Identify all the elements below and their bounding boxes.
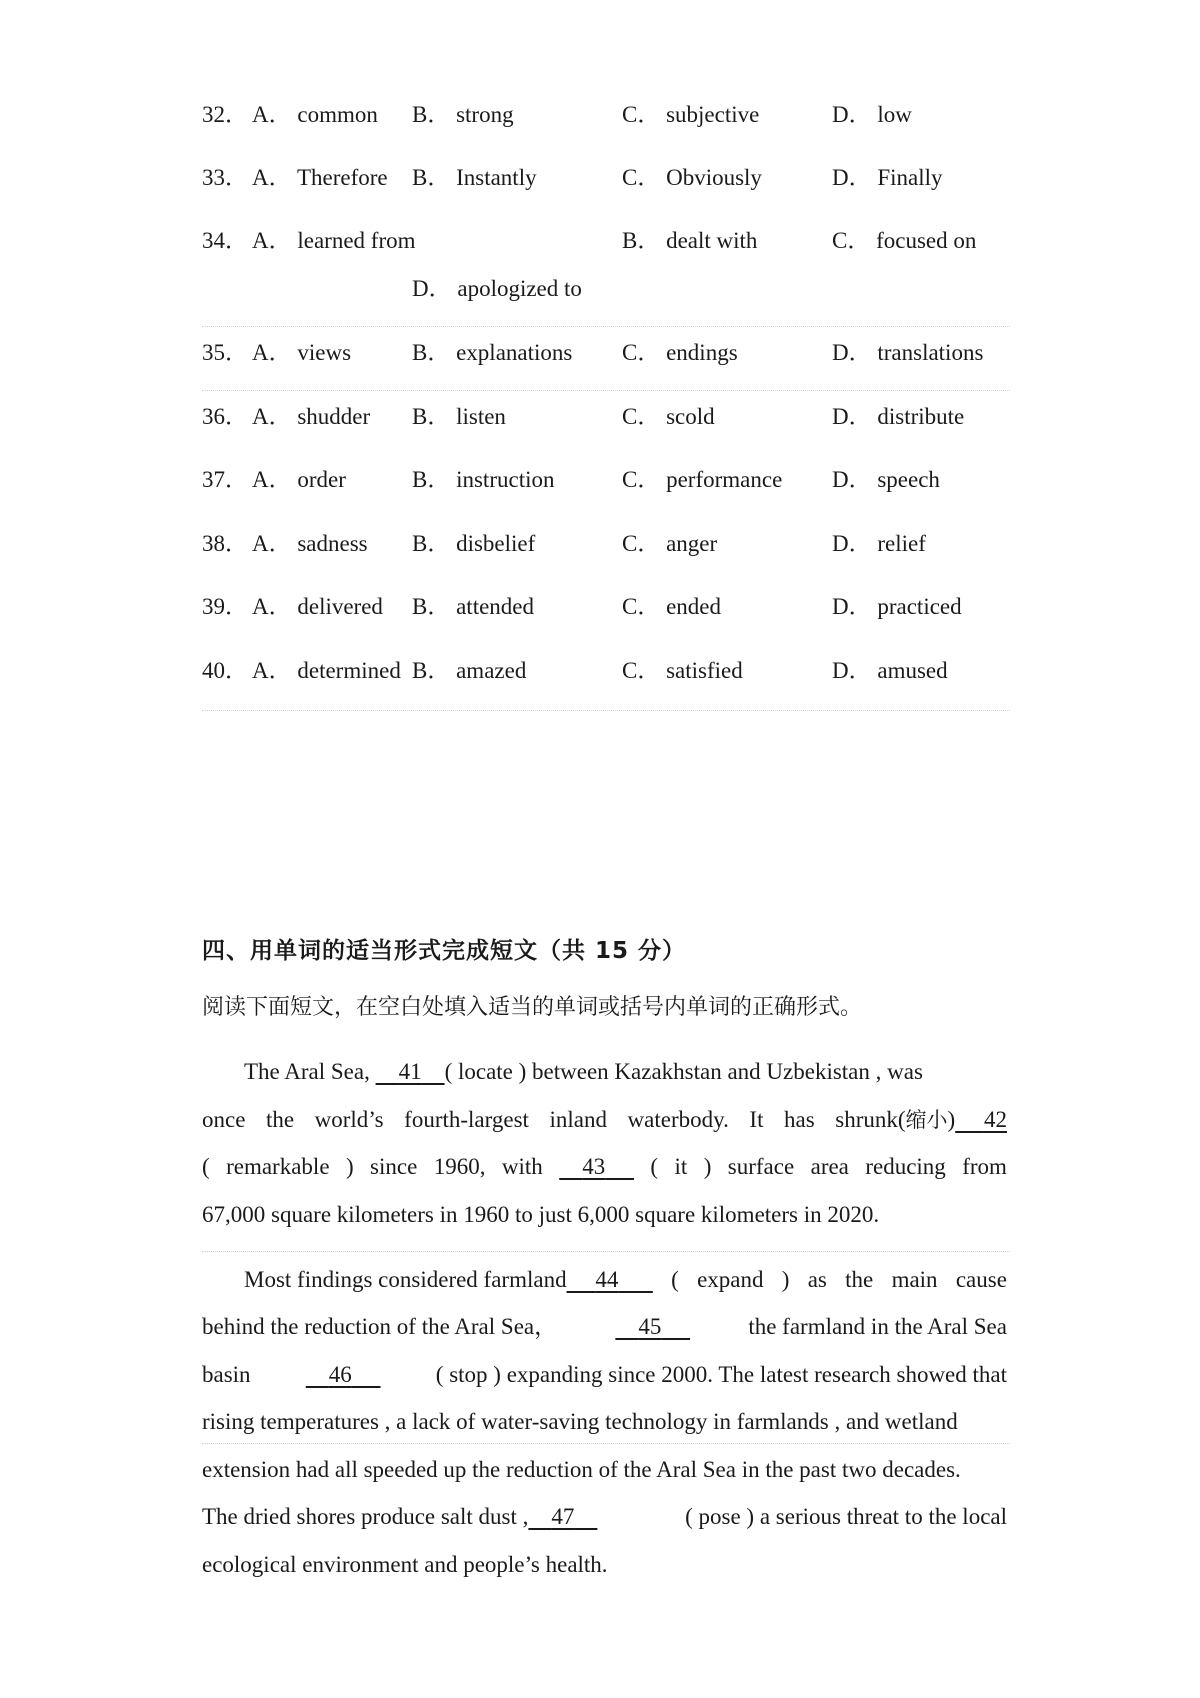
- option-d: D． relief: [832, 531, 926, 556]
- option-d: D． amused: [832, 658, 948, 683]
- option-b: B． disbelief: [412, 531, 536, 556]
- option-d: D． low: [832, 102, 912, 127]
- word: it: [674, 1154, 688, 1179]
- passage-line-6: [202, 1307, 1007, 1347]
- passage-line-5: [202, 1260, 1007, 1300]
- question-number: 40．: [202, 658, 248, 683]
- option-c: C． endings: [622, 340, 738, 365]
- question-row-35: [202, 333, 1010, 373]
- section-heading: 四、用单词的适当形式完成短文（共 15 分）: [202, 938, 687, 964]
- option-b: B． amazed: [412, 658, 527, 683]
- option-a: A． learned from: [252, 228, 416, 253]
- text: The Aral Sea,: [244, 1059, 376, 1084]
- answer-blank-47[interactable]: [528, 1497, 597, 1537]
- word: shrunk(: [835, 1107, 906, 1132]
- word: with: [501, 1154, 543, 1179]
- option-b: B． strong: [412, 102, 514, 127]
- text: behind the reduction of the Aral Sea，: [202, 1314, 558, 1339]
- option-c: C． subjective: [622, 102, 760, 127]
- word: from: [962, 1154, 1007, 1179]
- word: (: [202, 1154, 210, 1179]
- option-d: D． distribute: [832, 404, 965, 429]
- section-instruction: 阅读下面短文，在空白处填入适当的单词或括号内单词的正确形式。: [202, 995, 863, 1020]
- passage-line-11: ecological environment and people’s health.: [202, 1552, 608, 1577]
- option-a: A． determined: [252, 658, 401, 683]
- option-c: C． anger: [622, 531, 718, 556]
- answer-blank-42[interactable]: [955, 1100, 1007, 1140]
- option-d: D． speech: [832, 467, 940, 492]
- text: ( pose ) a serious threat to the local: [685, 1504, 1007, 1529]
- word: ): [703, 1154, 712, 1179]
- text: the farmland in the Aral Sea: [748, 1314, 1007, 1339]
- answer-blank-41[interactable]: [376, 1052, 445, 1092]
- word: as: [807, 1267, 827, 1292]
- blank-number: 44: [595, 1267, 619, 1292]
- question-row-33: [202, 158, 1010, 198]
- option-c: C． scold: [622, 404, 715, 429]
- word: inland: [549, 1107, 607, 1132]
- blank-number: 45: [638, 1314, 662, 1339]
- text: ( locate ) between Kazakhstan and Uzbekistan , was: [444, 1059, 923, 1084]
- word: fourth-largest: [404, 1107, 529, 1132]
- question-number: 33．: [202, 165, 248, 190]
- passage-line-3: [202, 1147, 1007, 1187]
- passage-line-8: rising temperatures , a lack of water-saving technology in farmlands , and wetland: [202, 1409, 958, 1434]
- divider: [202, 326, 1010, 327]
- option-b: B． listen: [412, 404, 506, 429]
- word: expand: [697, 1267, 764, 1292]
- word-group: [202, 1260, 653, 1300]
- chinese-gloss: 缩小: [905, 1108, 948, 1132]
- passage-line-4: 67,000 square kilometers in 1960 to just 6,000 square kilometers in 2020.: [202, 1202, 880, 1227]
- word: (: [650, 1154, 659, 1179]
- blank-number: 43: [582, 1154, 606, 1179]
- option-b: B． dealt with: [622, 228, 758, 253]
- word: since: [370, 1154, 418, 1179]
- passage-line-1: [202, 1052, 1007, 1092]
- word: It: [749, 1107, 764, 1132]
- word: surface: [727, 1154, 795, 1179]
- option-b: B． explanations: [412, 340, 573, 365]
- option-c: C． ended: [622, 594, 722, 619]
- question-number: 39．: [202, 594, 248, 619]
- option-c: C． performance: [622, 467, 783, 492]
- question-number: 37．: [202, 467, 248, 492]
- question-row-36: [202, 397, 1010, 437]
- divider: [202, 1251, 1010, 1252]
- word: 1960,: [433, 1154, 486, 1179]
- question-row-37: [202, 460, 1010, 500]
- word-group: [202, 1497, 597, 1537]
- option-b: B． attended: [412, 594, 534, 619]
- divider: [202, 390, 1010, 391]
- option-a: A． common: [252, 102, 378, 127]
- divider: [202, 710, 1010, 711]
- question-number: 32．: [202, 102, 248, 127]
- word: ): [345, 1154, 354, 1179]
- question-number: 38．: [202, 531, 248, 556]
- question-row-38: [202, 524, 1010, 564]
- word: ): [781, 1267, 790, 1292]
- passage-line-10: [202, 1497, 1007, 1537]
- option-d: D． Finally: [832, 165, 943, 190]
- option-c: C． Obviously: [622, 165, 762, 190]
- divider: [202, 1443, 1010, 1444]
- word: the: [845, 1267, 874, 1292]
- word: waterbody.: [627, 1107, 729, 1132]
- option-a: A． views: [252, 340, 352, 365]
- question-row-34: [202, 221, 1010, 261]
- word-group: [835, 1100, 1007, 1140]
- word: main: [891, 1267, 938, 1292]
- word: area: [810, 1154, 849, 1179]
- question-row-34-cont: [202, 269, 1010, 309]
- word: the: [265, 1107, 295, 1132]
- answer-blank-43[interactable]: [559, 1147, 634, 1187]
- question-row-39: [202, 587, 1010, 627]
- word: (: [671, 1267, 679, 1292]
- option-c: C． focused on: [832, 228, 977, 253]
- option-a: A． shudder: [252, 404, 371, 429]
- option-c: C． satisfied: [622, 658, 743, 683]
- word: cause: [955, 1267, 1007, 1292]
- question-number: 35．: [202, 340, 248, 365]
- question-number: 36．: [202, 404, 248, 429]
- answer-blank-45[interactable]: [615, 1307, 690, 1347]
- word: has: [784, 1107, 815, 1132]
- passage-line-2: [202, 1100, 1007, 1140]
- word: ): [947, 1107, 956, 1132]
- passage-line-7: [202, 1355, 1007, 1395]
- text: Most findings considered farmland: [244, 1267, 567, 1292]
- question-row-40: [202, 651, 1010, 691]
- blank-number: 46: [328, 1362, 352, 1387]
- word: once: [202, 1107, 246, 1132]
- passage-line-9: extension had all speeded up the reduction of the Aral Sea in the past two decades.: [202, 1457, 961, 1482]
- option-d: D． apologized to: [412, 276, 582, 301]
- option-a: A． order: [252, 467, 346, 492]
- answer-blank-44[interactable]: [567, 1260, 653, 1300]
- option-a: A． delivered: [252, 594, 383, 619]
- word: reducing: [865, 1154, 946, 1179]
- question-row-32: [202, 95, 1010, 135]
- option-a: A． Therefore: [252, 165, 388, 190]
- word: world’s: [314, 1107, 384, 1132]
- option-b: B． Instantly: [412, 165, 537, 190]
- option-d: D． practiced: [832, 594, 962, 619]
- question-number: 34．: [202, 228, 248, 253]
- blank-number: 47: [551, 1504, 575, 1529]
- word: remarkable: [226, 1154, 330, 1179]
- text: The dried shores produce salt dust ,: [202, 1504, 529, 1529]
- answer-blank-46[interactable]: [306, 1355, 381, 1395]
- text: ( stop ) expanding since 2000. The latest research showed that: [435, 1362, 1007, 1387]
- text: basin: [202, 1362, 251, 1387]
- option-a: A． sadness: [252, 531, 368, 556]
- option-b: B． instruction: [412, 467, 555, 492]
- blank-number: 42: [983, 1107, 1007, 1132]
- blank-number: 41: [398, 1059, 422, 1084]
- option-d: D． translations: [832, 340, 984, 365]
